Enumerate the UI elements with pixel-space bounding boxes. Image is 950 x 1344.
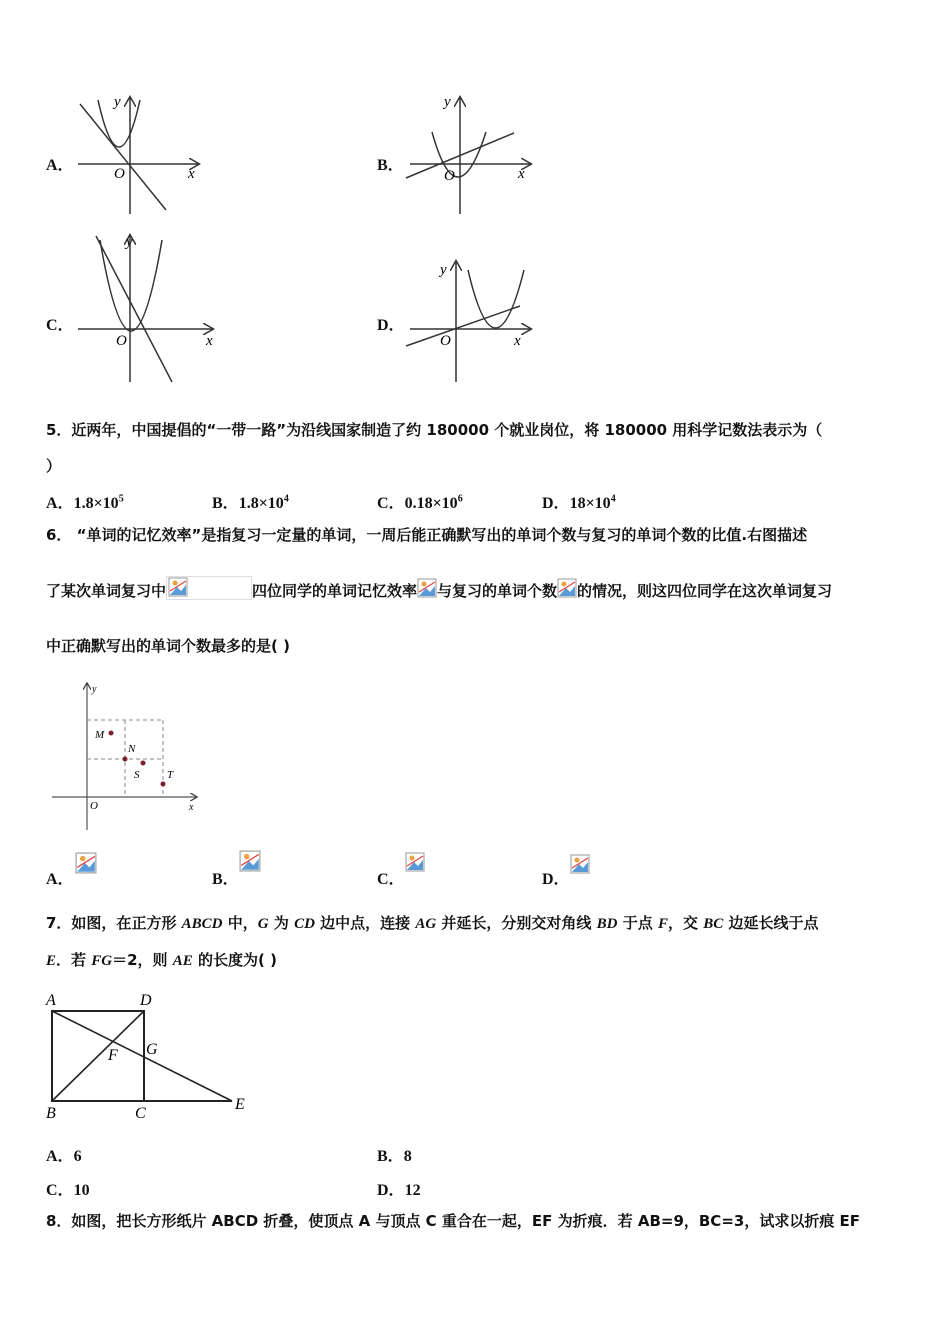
origin-label: O (114, 166, 125, 182)
q5-stem-line1: 5．近两年，中国提倡的“一带一路”为沿线国家制造了约 180000 个就业岗位，将 180000 用科学记数法表示为（ (46, 421, 823, 439)
point-t-label: T (167, 769, 174, 781)
q5-option-a-mantissa: 1.8×10 (73, 495, 119, 512)
q7-option-d (377, 1177, 421, 1200)
broken-image-icon (417, 578, 437, 598)
q7-option-b (377, 1143, 412, 1166)
q7-square-figure (40, 985, 260, 1125)
q5-option-a (46, 490, 124, 513)
q6-stem-line3: 中正确默写出的单词个数最多的是( ) (46, 637, 290, 655)
q7-option-d-label: D． (377, 1182, 405, 1199)
q7-text: ．若 (56, 951, 92, 969)
q7-math: AG (415, 916, 437, 932)
q4-graph-c (70, 232, 220, 384)
y-label: y (440, 262, 447, 278)
q6-option-b (212, 866, 239, 889)
q5-option-d-label: D． (542, 495, 570, 512)
q6-option-a-label: A． (46, 871, 74, 888)
q7-text: 于点 (617, 914, 658, 932)
point-t (161, 782, 166, 787)
parabola (100, 240, 162, 331)
q5-option-b (212, 490, 289, 513)
line (80, 104, 166, 210)
y-label: y (114, 94, 121, 110)
q5-option-d (542, 490, 616, 513)
vertex-b: B (46, 1105, 56, 1122)
q6-stem-line2 (46, 576, 832, 601)
x-label: x (518, 166, 525, 182)
q6-option-d-label: D． (542, 871, 570, 888)
q5-stem-line2: ） (46, 457, 62, 475)
origin-label: O (444, 168, 455, 184)
q7-math: F (657, 916, 668, 932)
point-n (123, 757, 128, 762)
q6-option-c (377, 866, 405, 889)
q4-option-d-label: D． (377, 317, 405, 334)
q5-option-b-mantissa: 1.8×10 (238, 495, 284, 512)
q7-stem-line1 (46, 913, 818, 934)
q5-option-b-label: B． (212, 495, 239, 512)
q7-math: AE (172, 953, 193, 969)
q7-text: 边中点，连接 (314, 914, 416, 932)
y-label: y (444, 94, 451, 110)
q7-math: BC (703, 916, 724, 932)
q7-math: E (46, 953, 57, 969)
q7-math: FG (91, 953, 113, 969)
y-label: y (126, 234, 133, 250)
q7-option-b-value: 8 (403, 1148, 412, 1165)
q5-option-c (377, 490, 463, 513)
q7-text: ，交 (667, 914, 704, 932)
point-n-label: N (128, 743, 136, 755)
origin-label: O (440, 333, 451, 349)
q5-option-b-exponent: 4 (283, 493, 289, 505)
vertex-c: C (135, 1105, 146, 1122)
q7-text: ＝2，则 (112, 951, 173, 969)
line (406, 306, 520, 346)
q6-stem-line1: 6． “单词的记忆效率”是指复习一定量的单词，一周后能正确默写出的单词个数与复习的单词个数的比值.右图描述 (46, 526, 808, 544)
q7-text: 7．如图，在正方形 (46, 914, 182, 932)
q4-graph-b (402, 92, 537, 217)
parabola (432, 132, 486, 177)
q6-scatter-figure (50, 680, 205, 832)
q7-math: CD (294, 916, 315, 932)
q7-option-c (46, 1177, 90, 1200)
point-f: F (108, 1047, 118, 1064)
q5-option-a-exponent: 5 (118, 493, 124, 505)
point-m-label: M (95, 729, 105, 741)
q7-text: 为 (268, 914, 295, 932)
line-ae (52, 1011, 232, 1101)
point-g: G (146, 1041, 158, 1058)
q8-stem-line1: 8．如图，把长方形纸片 ABCD 折叠，使顶点 A 与顶点 C 重合在一起，EF 为折痕．若 AB=9，BC=3，试求以折痕 EF (46, 1212, 861, 1230)
q7-text: 边延长线于点 (723, 914, 819, 932)
q7-text: 中， (222, 914, 258, 932)
q6-option-a (46, 866, 74, 889)
point-e: E (235, 1096, 245, 1113)
q4-option-c-label: C． (46, 317, 74, 334)
q7-option-c-label: C． (46, 1182, 74, 1199)
y-label: y (92, 684, 97, 695)
parabola (468, 270, 524, 328)
line (96, 236, 172, 382)
broken-image-icon (238, 850, 262, 872)
broken-image-icon (557, 578, 577, 598)
x-label: x (188, 166, 195, 182)
point-s (141, 761, 146, 766)
broken-image-icon (74, 852, 98, 874)
broken-image-icon (570, 854, 590, 874)
origin-label: O (90, 800, 98, 812)
q6-option-b-label: B． (212, 871, 239, 888)
point-m (109, 731, 114, 736)
diagonal-bd (52, 1011, 144, 1101)
broken-image-icon (404, 852, 426, 872)
q7-math: G (257, 916, 269, 932)
broken-image-icon (168, 577, 188, 597)
broken-image-placeholder (166, 576, 252, 600)
q7-option-d-value: 12 (404, 1182, 421, 1199)
q6-line2-part-a: 了某次单词复习中 (46, 582, 167, 600)
q5-option-c-mantissa: 0.18×10 (404, 495, 458, 512)
vertex-d: D (140, 992, 152, 1009)
vertex-a: A (46, 992, 56, 1009)
q5-option-d-exponent: 4 (610, 493, 616, 505)
q5-option-c-label: C． (377, 495, 405, 512)
q5-option-c-exponent: 6 (457, 493, 463, 505)
x-label: x (206, 333, 213, 349)
q4-graph-a (70, 92, 205, 217)
q5-option-d-mantissa: 18×10 (569, 495, 611, 512)
q7-math: ABCD (181, 916, 223, 932)
q6-line2-part-b: 四位同学的单词记忆效率 (252, 582, 418, 600)
point-s-label: S (134, 769, 140, 781)
q4-option-a-label: A． (46, 157, 74, 174)
q6-option-d (542, 866, 570, 889)
x-label: x (514, 333, 521, 349)
q7-option-a (46, 1143, 82, 1166)
q7-text: 的长度为( ) (192, 951, 277, 969)
q6-line2-part-c: 与复习的单词个数 (437, 582, 558, 600)
q7-option-c-value: 10 (73, 1182, 90, 1199)
q4-graph-d (402, 256, 537, 384)
q7-option-a-value: 6 (73, 1148, 82, 1165)
q7-text: 并延长，分别交对角线 (436, 914, 597, 932)
q7-stem-line2 (46, 950, 277, 971)
origin-label: O (116, 333, 127, 349)
q7-math: BD (596, 916, 618, 932)
q7-option-b-label: B． (377, 1148, 404, 1165)
q6-line2-part-d: 的情况，则这四位同学在这次单词复习 (577, 582, 833, 600)
x-label: x (189, 802, 194, 813)
q4-option-b-label: B． (377, 157, 404, 174)
q5-option-a-label: A． (46, 495, 74, 512)
q7-option-a-label: A． (46, 1148, 74, 1165)
q6-option-c-label: C． (377, 871, 405, 888)
